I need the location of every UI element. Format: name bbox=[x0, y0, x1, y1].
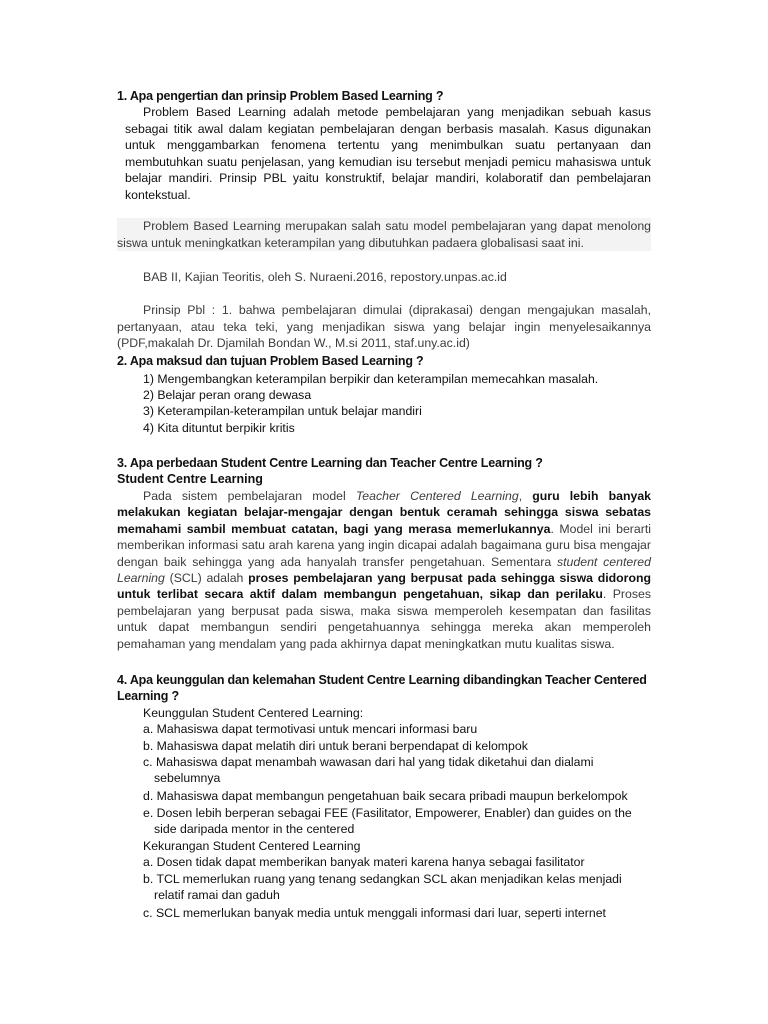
q3-paragraph bbox=[117, 488, 651, 652]
q3-text-4: (SCL) adalah bbox=[164, 571, 249, 586]
q4-advantage-e-line-1: e. Dosen lebih berperan sebagai FEE (Fasilitator, Empowerer, Enabler) dan guides on the bbox=[143, 806, 632, 820]
q4-advantage-b: b. Mahasiswa dapat melatih diri untuk berani berpendapat di kelompok bbox=[143, 739, 528, 753]
q3-italic-scl: student centered Learning bbox=[117, 554, 651, 586]
q4-disadvantage-b-line-2: relatif ramai dan gaduh bbox=[154, 888, 280, 902]
q2-item-3: 3) Keterampilan-keterampilan untuk belajar mandiri bbox=[143, 404, 422, 418]
q4-advantage-d: d. Mahasiswa dapat membangun pengetahuan baik secara pribadi maupun berkelompok bbox=[143, 789, 628, 803]
q3-subtitle: Student Centre Learning bbox=[117, 472, 263, 486]
q2-item-2: 2) Belajar peran orang dewasa bbox=[143, 388, 312, 402]
q1-definition-paragraph: Problem Based Learning adalah metode pembelajaran yang menjadikan sebuah kasus sebagai titik awal dalam kegiatan pembelajaran dengan berbasis masalah. Kasus digunakan untuk menggambarkan fenomena tertentu yang menimbulkan suatu pertanyaan dan membutuhkan suatu penjelasan, yang kemudian isu tersebut menjadi pemicu mahasiswa untuk belajar mandiri. Prinsip PBL yaitu konstruktif, belajar mandiri, kolaboratif dan pembelajaran kontekstual. bbox=[125, 105, 651, 202]
q3-bold-scl-definition: proses pembelajaran yang berpusat pada sehingga siswa didorong untuk terlibat secara aktif dalam membangun pengetahuan, sikap dan perilaku bbox=[117, 571, 651, 602]
q4-disadvantage-b-line-1: b. TCL memerlukan ruang yang tenang sedangkan SCL akan menjadikan kelas menjadi bbox=[143, 872, 622, 886]
q3-text-2: , bbox=[518, 489, 533, 503]
question-4-title-line-1: 4. Apa keunggulan dan kelemahan Student Centre Learning dibandingkan Teacher Centered bbox=[117, 673, 647, 687]
q3-bold-tcl-definition: guru lebih banyak melakukan kegiatan belajar-mengajar dengan bentuk ceramah sehingga siswa sebatas memahami sambil membuat catatan, bagi yang merasa memerlukannya bbox=[117, 489, 652, 536]
question-3-title: 3. Apa perbedaan Student Centre Learning dan Teacher Centre Learning ? bbox=[117, 456, 543, 470]
q4-advantage-a: a. Mahasiswa dapat termotivasi untuk mencari informasi baru bbox=[143, 722, 478, 736]
q4-advantage-e-line-2: side daripada mentor in the centered bbox=[154, 822, 355, 836]
q4-disadvantage-a: a. Dosen tidak dapat memberikan banyak materi karena hanya sebagai fasilitator bbox=[143, 855, 585, 869]
question-1-title: 1. Apa pengertian dan prinsip Problem Based Learning ? bbox=[117, 89, 444, 103]
q2-item-4: 4) Kita dituntut berpikir kritis bbox=[143, 421, 295, 435]
q4-disadvantages-heading: Kekurangan Student Centered Learning bbox=[143, 839, 361, 853]
question-4-title-line-2: Learning ? bbox=[117, 689, 179, 703]
q3-italic-tcl: Teacher Centered Learning bbox=[355, 489, 519, 503]
q4-advantage-c-line-1: c. Mahasiswa dapat menambah wawasan dari hal yang tidak diketahui dan dialami bbox=[143, 755, 594, 769]
q3-text-1: Pada sistem pembelajaran model bbox=[143, 489, 356, 503]
q4-advantages-heading: Keunggulan Student Centered Learning: bbox=[143, 706, 364, 720]
q3-text-5: . Proses pembelajaran yang berpusat pada siswa, maka siswa memperoleh kesempatan dan fasilitas untuk dapat membangun sendiri pengetahuannya sehingga mereka akan memperoleh pemahaman yang mendalam yang pada akhirnya dapat meningkatkan mutu kualitas siswa. bbox=[117, 587, 651, 651]
q4-disadvantage-c: c. SCL memerlukan banyak media untuk menggali informasi dari luar, seperti internet bbox=[143, 906, 606, 920]
q1-model-paragraph: Problem Based Learning merupakan salah satu model pembelajaran yang dapat menolong siswa untuk meningkatkan keterampilan yang dibutuhkan padaera globalisasi saat ini. bbox=[117, 219, 651, 250]
q1-source-citation: BAB II, Kajian Teoritis, oleh S. Nuraeni.2016, repostory.unpas.ac.id bbox=[143, 270, 507, 284]
q3-text-3: . Model ini berarti memberikan informasi satu arah karena yang ingin dicapai adalah bagaimana guru bisa mengajar dengan baik sehingga yang ada hanyalah transfer pengetahuan. Sementara bbox=[117, 521, 651, 569]
q2-item-1: 1) Mengembangkan keterampilan berpikir dan keterampilan memecahkan masalah. bbox=[143, 372, 599, 386]
question-2-title: 2. Apa maksud dan tujuan Problem Based Learning ? bbox=[117, 354, 424, 368]
q1-principle-paragraph: Prinsip Pbl : 1. bahwa pembelajaran dimulai (diprakasai) dengan mengajukan masalah, pertanyaan, atau teka teki, yang menjadikan siswa yang belajar ingin menyelesaikannya (PDF,makalah Dr. Djamilah Bondan W., M.si 2011, staf.uny.ac.id) bbox=[117, 303, 651, 351]
q4-advantage-c-line-2: sebelumnya bbox=[154, 771, 221, 785]
